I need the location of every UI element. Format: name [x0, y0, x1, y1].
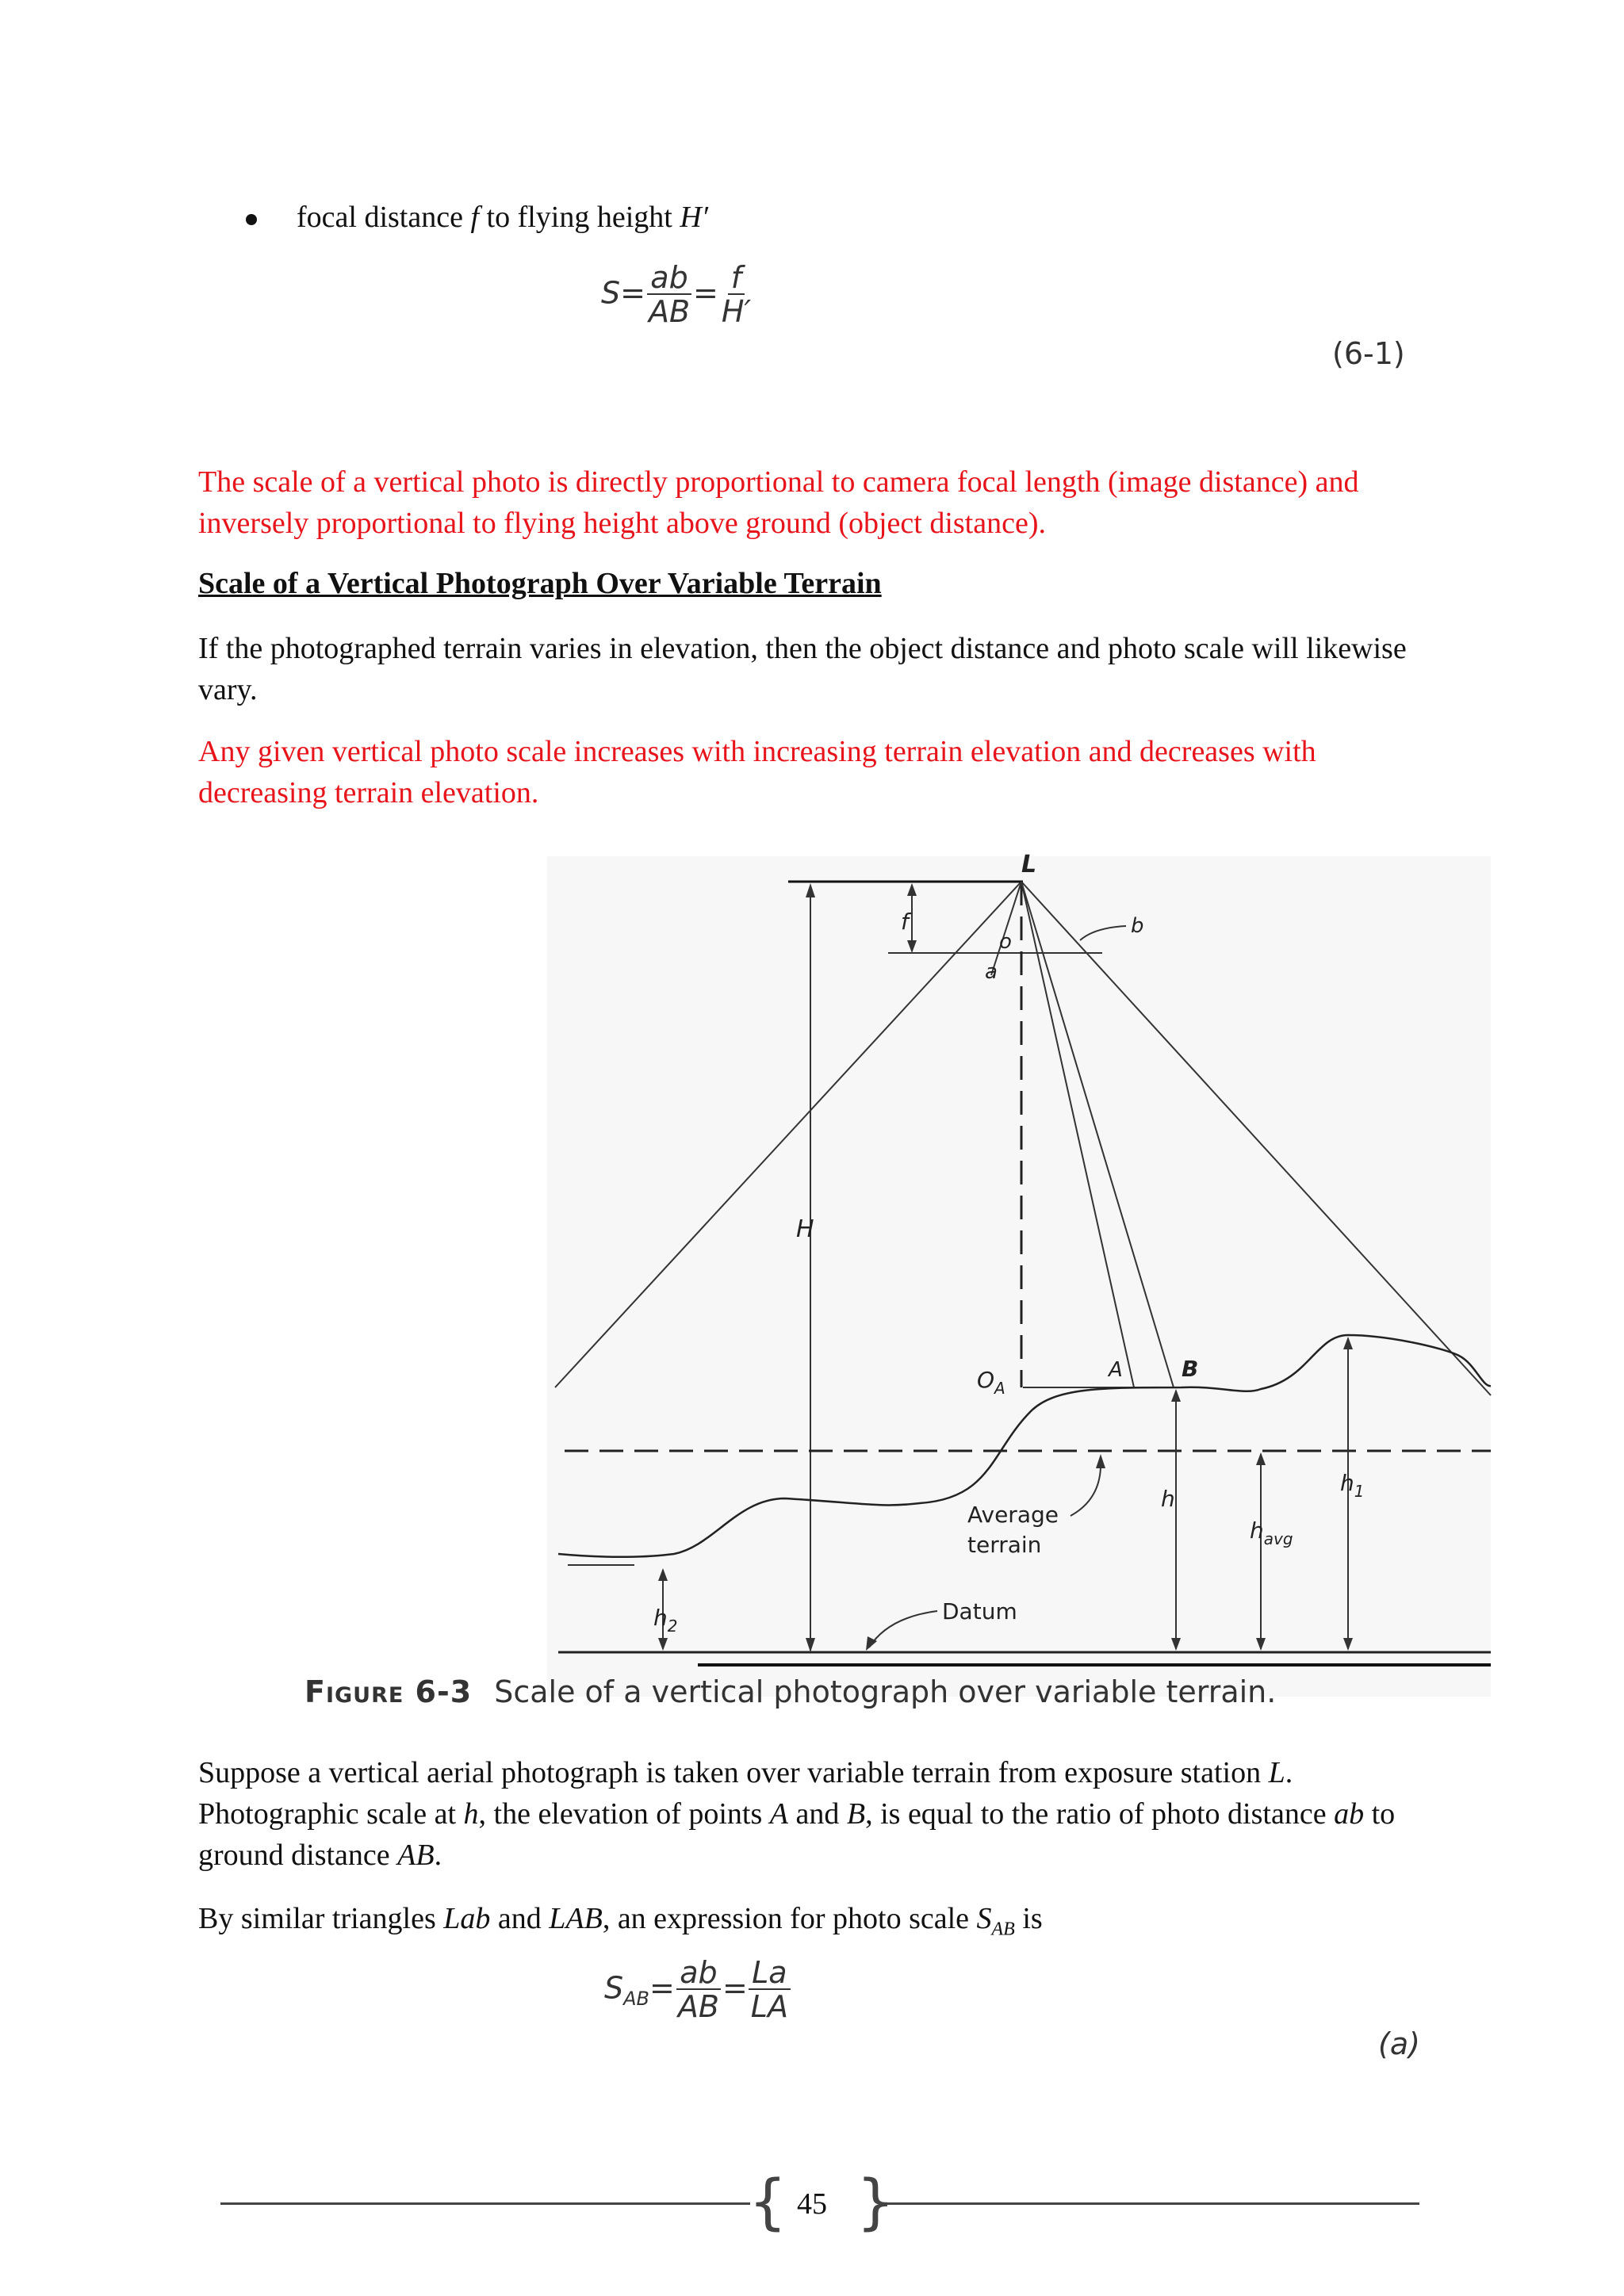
bullet-icon [246, 214, 257, 225]
footer-bracket-right: } [856, 2166, 895, 2237]
label-b: b [1131, 914, 1144, 938]
paragraph-scale-proportional: The scale of a vertical photo is directly proportional to camera focal length (image distance) and inversely proportional to flying height above ground (object distance). [198, 465, 1359, 540]
eq1-den1: AB [648, 294, 691, 329]
paragraph-vertical-photo-over-terrain [198, 1752, 1451, 1876]
label-h2-main: h [653, 1605, 668, 1631]
para4-t3: , the elevation of points [478, 1797, 770, 1831]
equation-number-6-1: (6-1) [1332, 336, 1405, 371]
label-havg-main: h [1250, 1517, 1264, 1544]
para4-L: L [1268, 1756, 1285, 1789]
para4-A: A [769, 1797, 788, 1831]
para5-t3: , an expression for photo scale [602, 1902, 977, 1935]
eq2-equals: = [649, 1970, 675, 2006]
paragraph-similar-triangles [198, 1898, 1451, 1950]
eq1-equals-2: = [693, 275, 718, 311]
eq2-frac-La [748, 1957, 791, 2023]
label-OA-main: O [977, 1367, 995, 1393]
para4-t6: to ground distance [198, 1797, 1396, 1872]
figure-6-3-diagram [547, 840, 1499, 1697]
para5-LAB: LAB [549, 1902, 603, 1935]
bullet-text [297, 197, 708, 238]
para4-ab: ab [1334, 1797, 1365, 1831]
page-number: 45 [797, 2187, 827, 2221]
label-f: f [901, 909, 909, 935]
paragraph-scale-increases: Any given vertical photo scale increases with increasing terrain elevation and decreases with decreasing terrain elevation. [198, 735, 1316, 809]
equation-number-a: (a) [1378, 2026, 1420, 2061]
eq1-num1: ab [647, 262, 691, 295]
para5-t2: and [490, 1902, 550, 1935]
figure-caption-label: Figure 6-3 [304, 1674, 473, 1709]
label-h: h [1161, 1486, 1175, 1512]
figure-caption-text: Scale of a vertical photograph over variable terrain. [494, 1674, 1277, 1709]
eq2-equals-2: = [722, 1970, 748, 2006]
label-o: o [999, 930, 1012, 954]
equation-a [604, 1957, 791, 2023]
footer-rule-left [220, 2202, 750, 2205]
para4-t1: Suppose a vertical aerial photograph is taken over variable terrain from exposure station [198, 1756, 1269, 1789]
eq2-S: S [604, 1970, 624, 2006]
para5-t4: is [1014, 1902, 1043, 1935]
eq1-frac-ab [645, 262, 693, 328]
paragraph-terrain-varies: If the photographed terrain varies in elevation, then the object distance and photo scale will likewise vary. [198, 632, 1407, 706]
equation-6-1 [601, 262, 754, 328]
label-L: L [1021, 851, 1037, 878]
label-OA-sub: A [994, 1379, 1005, 1398]
label-h1-main: h [1340, 1470, 1354, 1496]
para5-sub: AB [991, 1919, 1015, 1940]
label-average-terrain-1: Average [967, 1502, 1059, 1528]
eq1-frac-f [718, 262, 754, 328]
label-H: H [796, 1215, 814, 1243]
para4-t2: . Photographic scale at [198, 1756, 1293, 1831]
para4-t5: , is equal to the ratio of photo distance [865, 1797, 1335, 1831]
label-h1-sub: 1 [1354, 1482, 1365, 1501]
para4-AB: AB [397, 1839, 435, 1872]
eq2-den2: LA [750, 1989, 788, 2024]
label-average-terrain-2: terrain [967, 1532, 1042, 1558]
para5-S: S [976, 1902, 992, 1935]
para4-t7: . [434, 1839, 442, 1872]
eq1-den2: H′ [721, 294, 752, 329]
label-a: a [985, 960, 998, 984]
para4-h: h [463, 1797, 479, 1831]
footer-rule-right [880, 2202, 1419, 2205]
para4-B: B [846, 1797, 866, 1831]
label-datum: Datum [942, 1598, 1017, 1624]
eq2-num2: La [749, 1957, 790, 1990]
footer-bracket-left: { [749, 2166, 787, 2237]
eq1-num2: f [728, 262, 745, 295]
label-B: B [1182, 1356, 1199, 1382]
section-heading: Scale of a Vertical Photograph Over Variable Terrain [198, 567, 882, 600]
figure-caption [304, 1674, 1276, 1709]
bullet-mid: to flying height [479, 201, 680, 234]
label-h2-sub: 2 [667, 1617, 678, 1636]
bullet-pre: focal distance [297, 201, 471, 234]
eq2-den1: AB [677, 1989, 719, 2024]
figure-background [547, 856, 1491, 1697]
eq1-equals: = [620, 275, 645, 311]
eq2-sub: AB [623, 1988, 650, 2011]
eq2-frac-ab [675, 1957, 722, 2023]
label-havg-sub: avg [1263, 1529, 1293, 1548]
bullet-H: H′ [680, 201, 709, 234]
label-A: A [1109, 1358, 1123, 1382]
eq2-num1: ab [676, 1957, 720, 1990]
para5-Lab: Lab [443, 1902, 491, 1935]
para5-t1: By similar triangles [198, 1902, 444, 1935]
bullet-f: f [470, 201, 480, 234]
para4-t4: and [788, 1797, 847, 1831]
eq1-S: S [601, 275, 621, 311]
